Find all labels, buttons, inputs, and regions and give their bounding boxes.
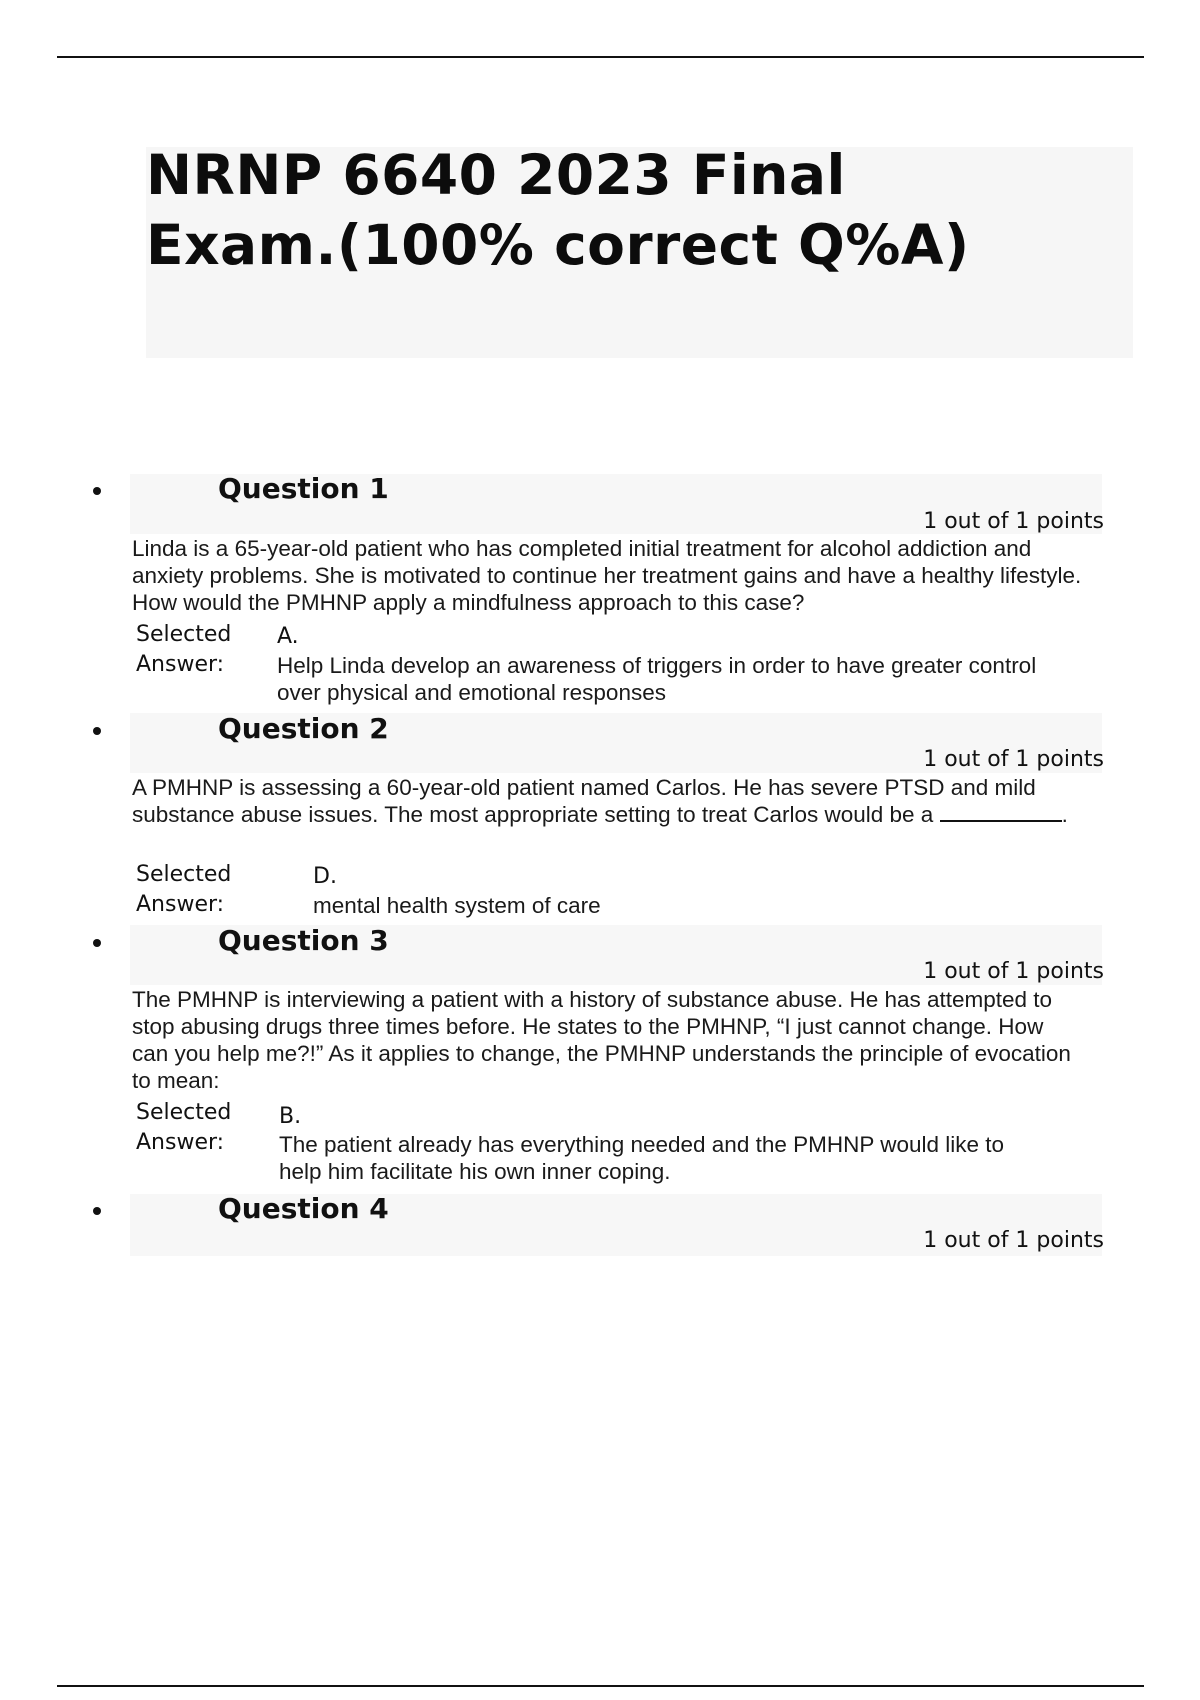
bullet-icon [93, 939, 101, 947]
question-3-answer-letter: B. [279, 1104, 302, 1129]
top-rule [57, 56, 1144, 58]
question-1-answer-text: Help Linda develop an awareness of triggers in order to have greater control over physical and emotional responses [277, 653, 1037, 705]
question-1-answer-label: Selected Answer: [136, 622, 232, 677]
bullet-icon [93, 727, 101, 735]
question-3-points: 1 out of 1 points [923, 959, 1104, 984]
bullet-icon [93, 487, 101, 495]
question-2-text: A PMHNP is assessing a 60-year-old patient named Carlos. He has severe PTSD and mild substance abuse issues. The most appropriate setting to treat Carlos would be a . [132, 775, 1068, 827]
question-3-answer-label: Selected Answer: [136, 1100, 232, 1155]
document-title [146, 140, 970, 280]
fill-in-blank [940, 802, 1062, 822]
title-line-1: NRNP 6640 2023 Final [146, 143, 846, 207]
title-line-2: Exam.(100% correct Q%A) [146, 213, 970, 277]
question-3-text: The PMHNP is interviewing a patient with a history of substance abuse. He has attempted to stop abusing drugs three times before. He states to the PMHNP, “I just cannot change. How can you help me?!” As it applies to change, the PMHNP understands the principle of evocation to mean: [132, 987, 1071, 1093]
question-3-answer-text: The patient already has everything needed and the PMHNP would like to help him facilitate his own inner coping. [279, 1132, 1005, 1184]
question-2-points: 1 out of 1 points [923, 747, 1104, 772]
bottom-rule [57, 1685, 1144, 1687]
question-1-points: 1 out of 1 points [923, 509, 1104, 534]
question-2-answer-label: Selected Answer: [136, 862, 232, 917]
question-4-points: 1 out of 1 points [923, 1228, 1104, 1253]
question-2-answer-letter: D. [313, 864, 337, 889]
question-1-heading: Question 1 [218, 472, 389, 505]
question-3-heading: Question 3 [218, 924, 389, 957]
question-4-heading: Question 4 [218, 1192, 389, 1225]
question-2-heading: Question 2 [218, 712, 389, 745]
question-1-text: Linda is a 65-year-old patient who has completed initial treatment for alcohol addiction and anxiety problems. She is motivated to continue her treatment gains and have a healthy lifestyle. How would the PMHNP apply a mindfulness approach to this case? [132, 536, 1082, 615]
bullet-icon [93, 1207, 101, 1215]
question-1-answer-letter: A. [277, 624, 299, 649]
question-2-answer-text: mental health system of care [313, 893, 601, 918]
